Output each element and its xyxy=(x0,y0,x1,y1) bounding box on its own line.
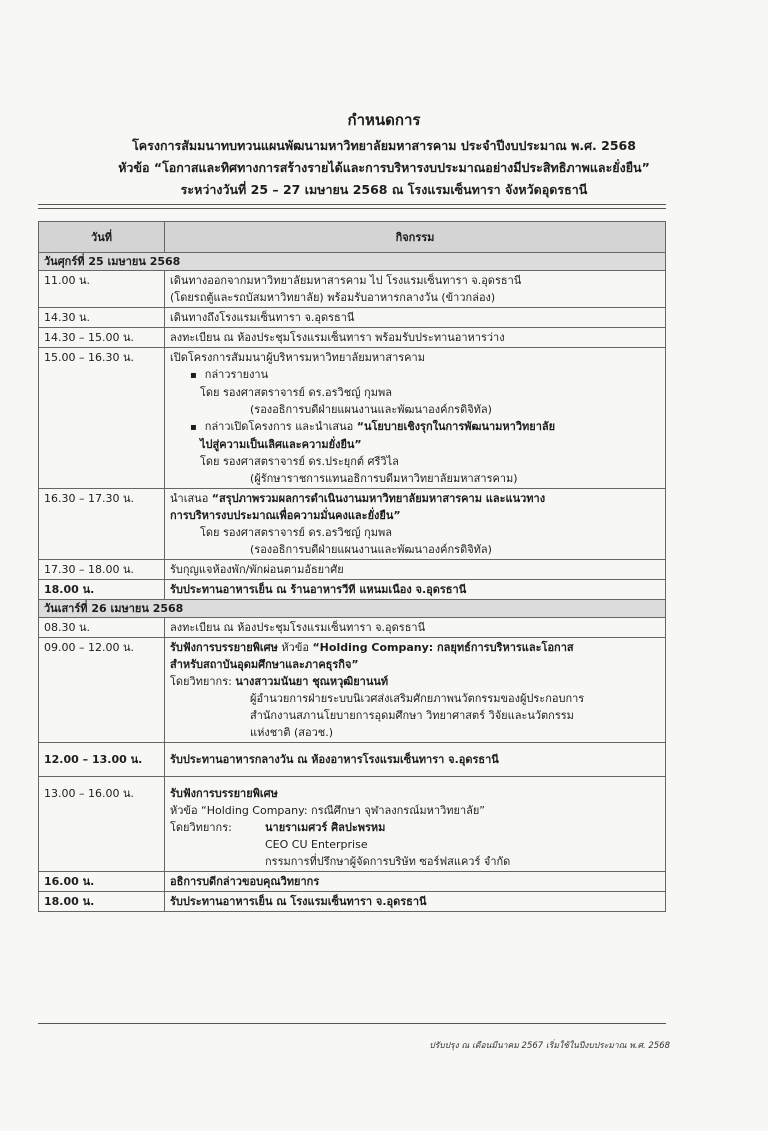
time-cell: 16.30 – 17.30 น. xyxy=(39,489,165,560)
table-row xyxy=(39,777,666,872)
document-title: กำหนดการ xyxy=(347,111,421,129)
speaker-name: นายราเมศวร์ ศิลปะพรหม xyxy=(265,821,386,834)
day-row xyxy=(39,600,666,618)
speaker-position: CEO CU Enterprise xyxy=(265,838,368,851)
footer-divider xyxy=(38,1023,666,1024)
policy-title-cont: ไปสู่ความเป็นเลิศและความยั่งยืน” xyxy=(200,438,362,451)
time-cell: 14.30 น. xyxy=(39,308,165,328)
speaker-position: กรรมการที่ปรึกษาผู้จัดการบริษัท ซอร์ฟสแควร์ จำกัด xyxy=(265,855,511,868)
speaker-line: โดย รองศาสตราจารย์ ดร.อรวิชญ์ กุมพล xyxy=(200,386,392,399)
activity-cell xyxy=(165,638,666,743)
speaker-position: (ผู้รักษาราชการแทนอธิการบดีมหาวิทยาลัยมหาสารคาม) xyxy=(250,472,518,485)
table-row xyxy=(39,328,666,348)
time-cell: 14.30 – 15.00 น. xyxy=(39,328,165,348)
day-label: วันเสาร์ที่ 26 เมษายน 2568 xyxy=(39,600,666,618)
time-cell: 18.00 น. xyxy=(39,892,165,912)
activity-cell: รับประทานอาหารกลางวัน ณ ห้องอาหารโรงแรมเซ็นทารา จ.อุดรธานี xyxy=(165,743,666,777)
time-cell: 18.00 น. xyxy=(39,580,165,600)
table-header-row xyxy=(39,222,666,253)
table-row xyxy=(39,560,666,580)
activity-line: (โดยรถตู้และรถบัสมหาวิทยาลัย) พร้อมรับอาหารกลางวัน (ข้าวกล่อง) xyxy=(170,291,496,304)
speaker-position: (รองอธิการบดีฝ่ายแผนงานและพัฒนาองค์กรดิจิทัล) xyxy=(250,403,492,416)
activity-line xyxy=(170,639,660,656)
table-row xyxy=(39,872,666,892)
day-row xyxy=(39,253,666,271)
column-header-date: วันที่ xyxy=(39,222,165,253)
speaker-line: โดย รองศาสตราจารย์ ดร.ประยุกต์ ศรีวิไล xyxy=(200,455,399,468)
time-cell: 13.00 – 16.00 น. xyxy=(39,777,165,872)
activity-cell: ลงทะเบียน ณ ห้องประชุมโรงแรมเซ็นทารา จ.อุดรธานี xyxy=(165,618,666,638)
activity-cell xyxy=(165,489,666,560)
speaker-name: นางสาวมนันยา ชุณหวุฒิยานนท์ xyxy=(235,675,389,688)
activity-cell: เดินทางถึงโรงแรมเซ็นทารา จ.อุดรธานี xyxy=(165,308,666,328)
time-cell: 11.00 น. xyxy=(39,271,165,308)
speaker-line xyxy=(170,819,660,836)
header-divider xyxy=(38,204,666,205)
table-row xyxy=(39,618,666,638)
speaker-position: สำนักงานสภานโยบายการอุดมศึกษา วิทยาศาสตร์ วิจัยและนวัตกรรม xyxy=(250,709,574,722)
activity-text: กล่าวเปิดโครงการ และนำเสนอ xyxy=(204,420,357,433)
table-row xyxy=(39,580,666,600)
header-divider xyxy=(38,208,666,209)
policy-title: “นโยบายเชิงรุกในการพัฒนามหาวิทยาลัย xyxy=(356,420,556,433)
activity-cell xyxy=(165,777,666,872)
table-row xyxy=(39,892,666,912)
presentation-title: “สรุปภาพรวมผลการดำเนินงานมหาวิทยาลัยมหาสารคาม และแนวทาง xyxy=(211,492,546,505)
time-cell: 16.00 น. xyxy=(39,872,165,892)
activity-cell: รับประทานอาหารเย็น ณ ร้านอาหารวีที แหนมเนือง จ.อุดรธานี xyxy=(165,580,666,600)
project-name: โครงการสัมมนาทบทวนแผนพัฒนามหาวิทยาลัยมหาสารคาม ประจำปีงบประมาณ พ.ศ. 2568 xyxy=(132,138,636,153)
topic-label: หัวข้อ xyxy=(277,641,313,654)
activity-cell xyxy=(165,271,666,308)
speaker-label: โดยวิทยากร: xyxy=(170,675,236,688)
activity-line: เดินทางออกจากมหาวิทยาลัยมหาสารคาม ไป โรงแรมเซ็นทารา จ.อุดรธานี xyxy=(170,274,522,287)
speaker-label: โดยวิทยากร: xyxy=(170,821,232,834)
lecture-label: รับฟังการบรรยายพิเศษ xyxy=(170,641,278,654)
presentation-title-cont: การบริหารงบประมาณเพื่อความมั่นคงและยั่งยืน” xyxy=(170,509,401,522)
time-cell: 15.00 – 16.30 น. xyxy=(39,348,165,489)
lecture-title-cont: สำหรับสถาบันอุดมศึกษาและภาคธุรกิจ” xyxy=(170,658,359,671)
activity-line xyxy=(170,490,660,507)
time-cell: 09.00 – 12.00 น. xyxy=(39,638,165,743)
activity-text: นำเสนอ xyxy=(170,492,212,505)
lecture-topic: หัวข้อ “Holding Company: กรณีศึกษา จุฬาลงกรณ์มหาวิทยาลัย” xyxy=(170,804,486,817)
activity-cell: ลงทะเบียน ณ ห้องประชุมโรงแรมเซ็นทารา พร้อมรับประทานอาหารว่าง xyxy=(165,328,666,348)
table-row xyxy=(39,348,666,489)
time-cell: 17.30 – 18.00 น. xyxy=(39,560,165,580)
speaker-line xyxy=(170,673,660,690)
date-venue-line: ระหว่างวันที่ 25 – 27 เมษายน 2568 ณ โรงแรมเซ็นทารา จังหวัดอุดรธานี xyxy=(180,182,588,197)
lecture-label: รับฟังการบรรยายพิเศษ xyxy=(170,787,278,800)
activity-bullet xyxy=(170,418,660,436)
table-row xyxy=(39,489,666,560)
activity-cell xyxy=(165,348,666,489)
table-row xyxy=(39,271,666,308)
activity-cell: รับประทานอาหารเย็น ณ โรงแรมเซ็นทารา จ.อุดรธานี xyxy=(165,892,666,912)
schedule-table xyxy=(38,221,666,912)
table-row xyxy=(39,743,666,777)
time-cell: 08.30 น. xyxy=(39,618,165,638)
column-header-activity: กิจกรรม xyxy=(165,222,666,253)
lecture-title: “Holding Company: กลยุทธ์การบริหารและโอกาส xyxy=(312,641,574,654)
speaker-position: แห่งชาติ (สอวช.) xyxy=(250,726,334,739)
speaker-position: ผู้อำนวยการฝ่ายระบบนิเวศส่งเสริมศักยภาพนวัตกรรมของผู้ประกอบการ xyxy=(250,692,585,705)
speaker-line: โดย รองศาสตราจารย์ ดร.อรวิชญ์ กุมพล xyxy=(200,526,392,539)
topic-line: หัวข้อ “โอกาสและทิศทางการสร้างรายได้และการบริหารงบประมาณอย่างมีประสิทธิภาพและยั่งยืน” xyxy=(118,160,650,175)
day-label: วันศุกร์ที่ 25 เมษายน 2568 xyxy=(39,253,666,271)
revision-note: ปรับปรุง ณ เดือนมีนาคม 2567 เริ่มใช้ในปีงบประมาณ พ.ศ. 2568 xyxy=(429,1041,670,1051)
table-row xyxy=(39,308,666,328)
table-row xyxy=(39,638,666,743)
activity-cell: รับกุญแจห้องพัก/พักผ่อนตามอัธยาศัย xyxy=(165,560,666,580)
activity-line: เปิดโครงการสัมมนาผู้บริหารมหาวิทยาลัยมหาสารคาม xyxy=(170,351,425,364)
activity-cell: อธิการบดีกล่าวขอบคุณวิทยากร xyxy=(165,872,666,892)
activity-bullet: ▪ กล่าวรายงาน xyxy=(170,366,660,384)
time-cell: 12.00 – 13.00 น. xyxy=(39,743,165,777)
speaker-position: (รองอธิการบดีฝ่ายแผนงานและพัฒนาองค์กรดิจิทัล) xyxy=(250,543,492,556)
